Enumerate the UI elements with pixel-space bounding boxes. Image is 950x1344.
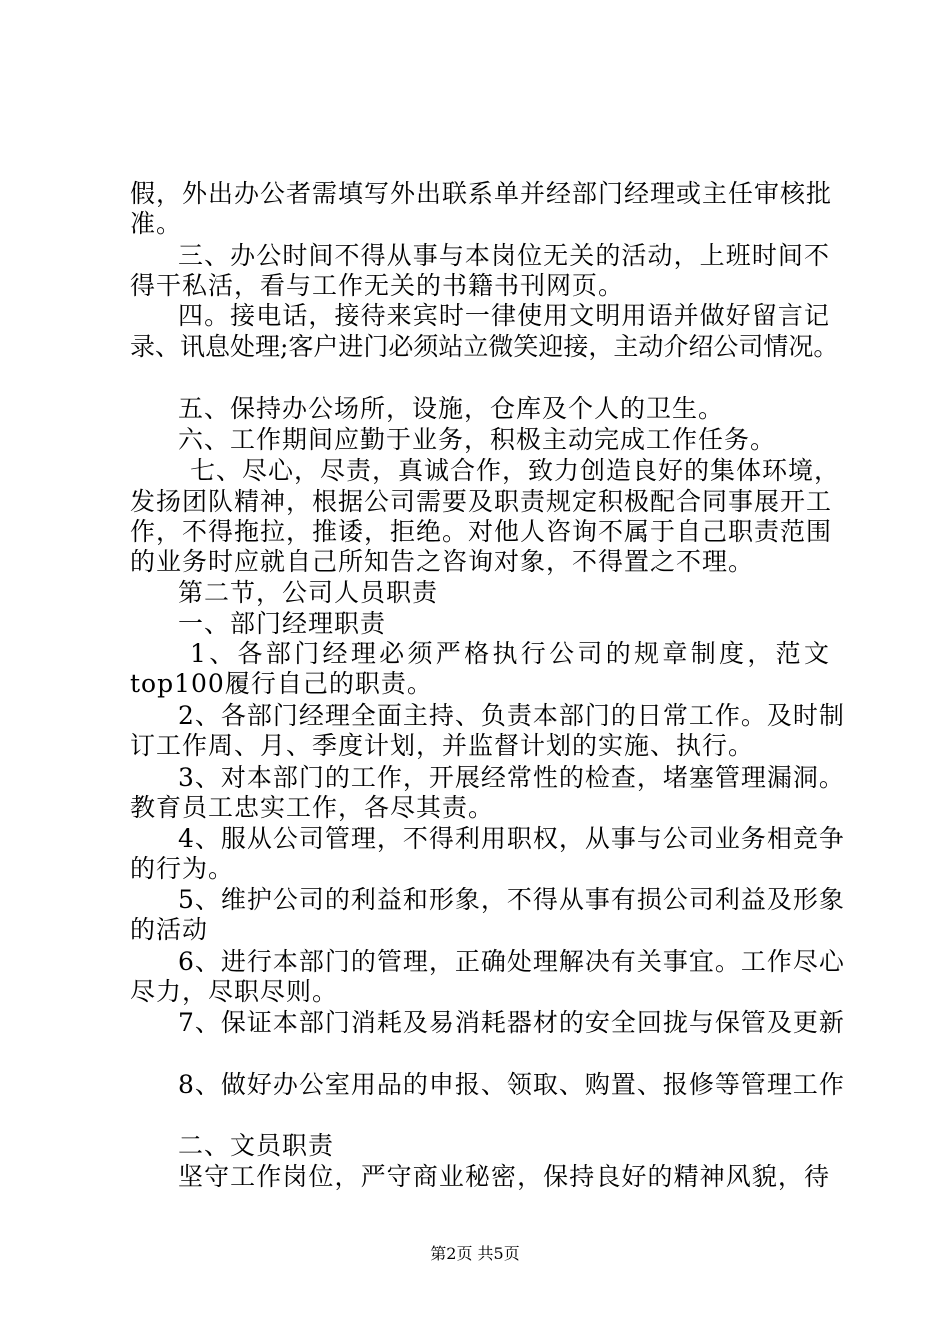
text-line: 8、做好办公室用品的申报、领取、购置、报修等管理工作 <box>178 1070 845 1099</box>
text-line: 5、维护公司的利益和形象，不得从事有损公司利益及形象 <box>178 885 845 914</box>
text-line: 1、各部门经理必须严格执行公司的规章制度，范文 <box>190 639 830 668</box>
text-line: 教育员工忠实工作，各尽其责。 <box>130 793 495 822</box>
text-line: 得干私活，看与工作无关的书籍书刊网页。 <box>130 271 625 300</box>
text-line: 的活动 <box>130 915 209 944</box>
text-line: 6、进行本部门的管理，正确处理解决有关事宜。工作尽心 <box>178 947 845 976</box>
text-line: 五、保持办公场所，设施，仓库及个人的卫生。 <box>178 394 725 423</box>
text-line: 订工作周、月、季度计划，并监督计划的实施、执行。 <box>130 731 755 760</box>
subsection-heading: 一、部门经理职责 <box>178 609 387 638</box>
text-line: 七、尽心，尽责，真诚合作，致力创造良好的集体环境， <box>190 456 841 485</box>
section-heading: 第二节，公司人员职责 <box>178 578 439 607</box>
text-line: 的行为。 <box>130 854 235 883</box>
text-line: 准。 <box>130 209 183 238</box>
text-line: 录、讯息处理;客户进门必须站立微笑迎接，主动介绍公司情况。 <box>130 332 839 361</box>
text-line: 假，外出办公者需填写外出联系单并经部门经理或主任审核批 <box>130 179 833 208</box>
text-line: 尽力，尽职尽则。 <box>130 977 339 1006</box>
text-line: 4、服从公司管理，不得利用职权，从事与公司业务相竞争 <box>178 824 845 853</box>
text-line: 发扬团队精神，根据公司需要及职责规定积极配合同事展开工 <box>130 487 833 516</box>
page-number-footer: 第2页 共5页 <box>430 1244 520 1263</box>
text-line: 3、对本部门的工作，开展经常性的检查，堵塞管理漏洞。 <box>178 763 845 792</box>
text-line: 7、保证本部门消耗及易消耗器材的安全回拢与保管及更新 <box>178 1008 845 1037</box>
text-line: 四。接电话，接待来宾时一律使用文明用语并做好留言记 <box>178 301 830 330</box>
text-line: 三、办公时间不得从事与本岗位无关的活动，上班时间不 <box>178 241 830 270</box>
text-line: 2、各部门经理全面主持、负责本部门的日常工作。及时制 <box>178 701 845 730</box>
text-line: 六、工作期间应勤于业务，积极主动完成工作任务。 <box>178 425 777 454</box>
text-line: 的业务时应就自己所知告之咨询对象，不得置之不理。 <box>130 547 755 576</box>
text-line: top100履行自己的职责。 <box>130 669 433 698</box>
text-line: 坚守工作岗位，严守商业秘密，保持良好的精神风貌，待 <box>178 1162 830 1191</box>
subsection-heading: 二、文员职责 <box>178 1131 335 1160</box>
text-line: 作，不得拖拉，推诿，拒绝。对他人咨询不属于自己职责范围 <box>130 517 833 546</box>
